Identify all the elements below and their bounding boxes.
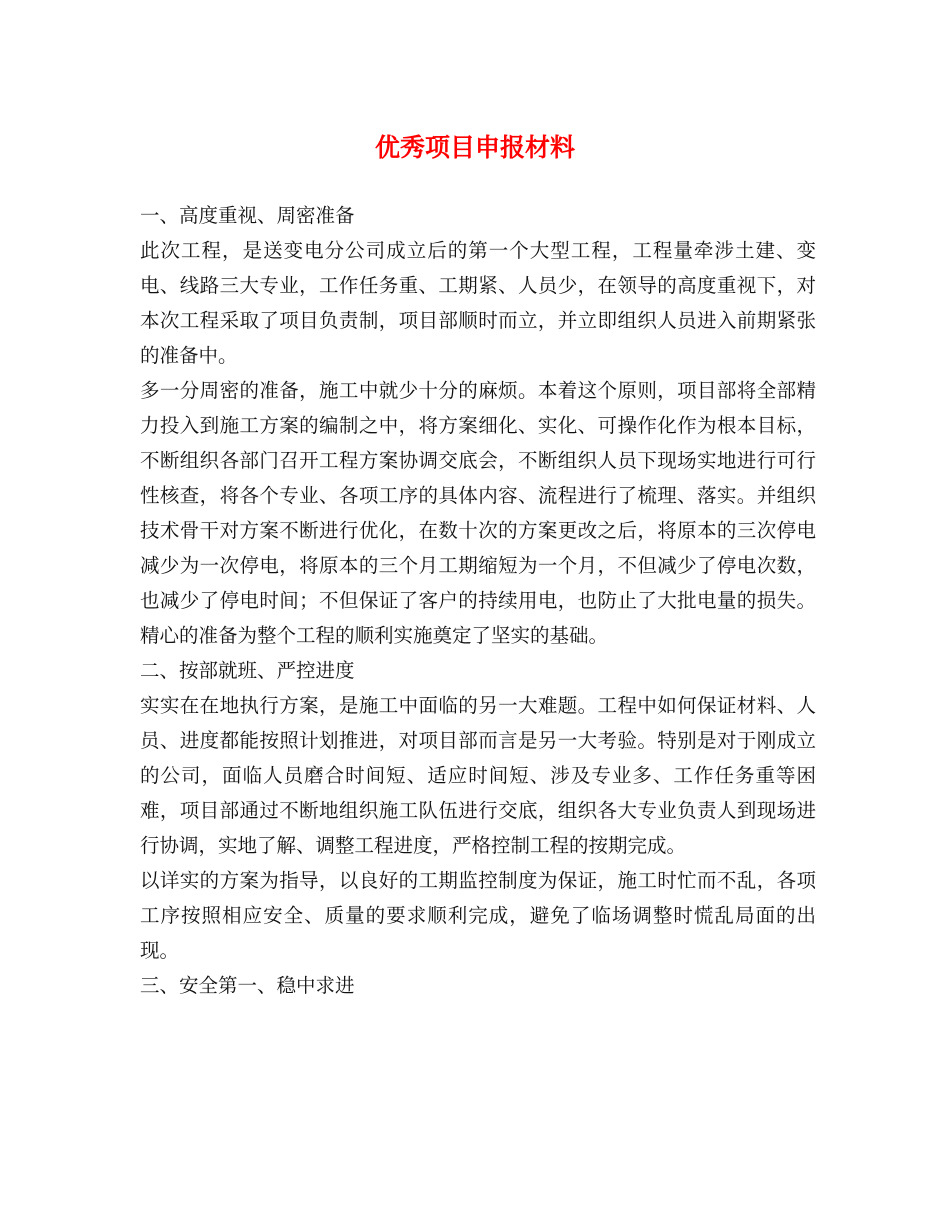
section-heading-2: 二、按部就班、严控进度 [140,659,355,682]
section-heading-1: 一、高度重视、周密准备 [140,204,355,227]
body-paragraph: 以详实的方案为指导，以良好的工期监控制度为保证，施工时忙而不乱，各项工序按照相应安全、质量的要求顺利完成，避免了临场调整时慌乱局面的出现。 [140,869,816,962]
document-body [140,198,816,1003]
body-paragraph: 此次工程，是送变电分公司成立后的第一个大型工程，工程量牵涉土建、变电、线路三大专业，工作任务重、工期紧、人员少，在领导的高度重视下，对本次工程采取了项目负责制，项目部顺时而立，并立即组织人员进入前期紧张的准备中。 [140,239,816,367]
body-paragraph: 实实在在地执行方案，是施工中面临的另一大难题。工程中如何保证材料、人员、进度都能按照计划推进，对项目部而言是另一大考验。特别是对于刚成立的公司，面临人员磨合时间短、适应时间短、涉及专业多、工作任务重等困难，项目部通过不断地组织施工队伍进行交底，组织各大专业负责人到现场进行协调，实地了解、调整工程进度，严格控制工程的按期完成。 [140,694,816,857]
body-paragraph: 多一分周密的准备，施工中就少十分的麻烦。本着这个原则，项目部将全部精力投入到施工方案的编制之中，将方案细化、实化、可操作化作为根本目标，不断组织各部门召开工程方案协调交底会，不断组织人员下现场实地进行可行性核查，将各个专业、各项工序的具体内容、流程进行了梳理、落实。并组织技术骨干对方案不断进行优化，在数十次的方案更改之后，将原本的三次停电减少为一次停电，将原本的三个月工期缩短为一个月，不但减少了停电次数，也减少了停电时间；不但保证了客户的持续用电，也防止了大批电量的损失。精心的准备为整个工程的顺利实施奠定了坚实的基础。 [140,379,816,647]
section-heading-3: 三、安全第一、稳中求进 [140,974,355,997]
document-title: 优秀项目申报材料 [374,133,575,162]
